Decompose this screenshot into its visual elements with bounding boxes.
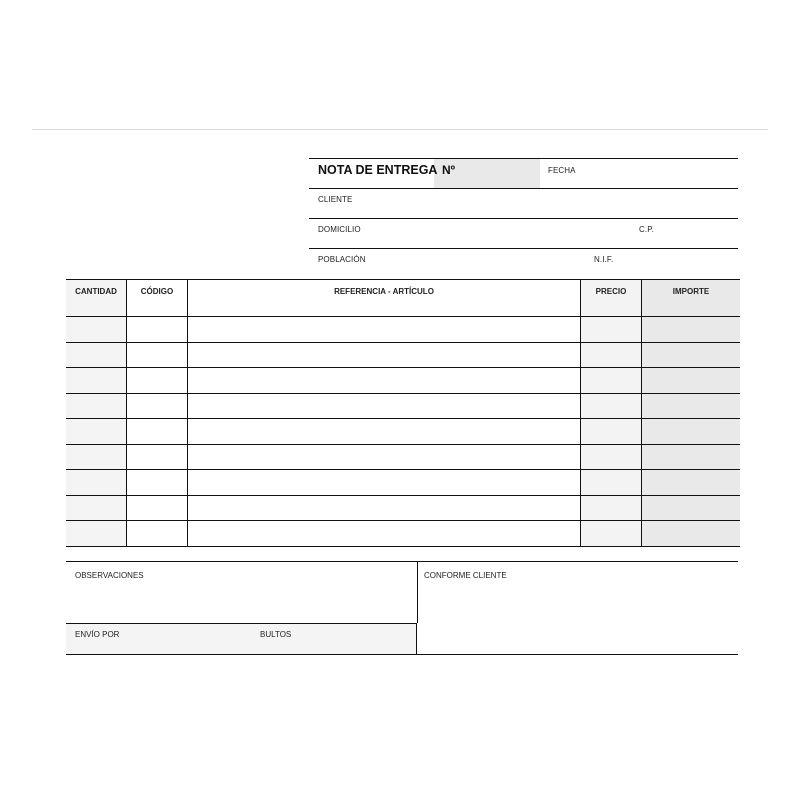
table-header-row [66, 280, 740, 317]
poblacion-label: POBLACIÓN [318, 255, 366, 264]
cell-importe[interactable] [642, 368, 741, 394]
cell-precio[interactable] [581, 368, 642, 394]
cell-importe[interactable] [642, 393, 741, 419]
cell-codigo[interactable] [127, 470, 188, 496]
cell-importe[interactable] [642, 470, 741, 496]
table-row [66, 495, 740, 521]
cell-cantidad[interactable] [66, 521, 127, 547]
cell-referencia[interactable] [188, 444, 581, 470]
cliente-label: CLIENTE [318, 195, 353, 204]
cell-importe[interactable] [642, 419, 741, 445]
form-title: NOTA DE ENTREGA [318, 163, 438, 177]
cell-referencia[interactable] [188, 342, 581, 368]
cell-cantidad[interactable] [66, 393, 127, 419]
cell-importe[interactable] [642, 444, 741, 470]
cell-importe[interactable] [642, 342, 741, 368]
table-row [66, 521, 740, 547]
cell-referencia[interactable] [188, 521, 581, 547]
cell-cantidad[interactable] [66, 495, 127, 521]
cell-importe[interactable] [642, 495, 741, 521]
col-referencia: REFERENCIA - ARTÍCULO [188, 280, 581, 317]
conforme-cliente-label: CONFORME CLIENTE [424, 571, 507, 580]
table-row [66, 470, 740, 496]
table-row [66, 342, 740, 368]
cell-precio[interactable] [581, 393, 642, 419]
cell-cantidad[interactable] [66, 470, 127, 496]
observaciones-field[interactable] [66, 562, 418, 623]
items-table [66, 279, 740, 547]
envio-row [66, 623, 417, 654]
cell-codigo[interactable] [127, 444, 188, 470]
cell-precio[interactable] [581, 342, 642, 368]
cell-precio[interactable] [581, 317, 642, 343]
cell-importe[interactable] [642, 317, 741, 343]
cell-codigo[interactable] [127, 342, 188, 368]
cell-cantidad[interactable] [66, 444, 127, 470]
cell-codigo[interactable] [127, 495, 188, 521]
cell-codigo[interactable] [127, 521, 188, 547]
table-row [66, 444, 740, 470]
number-label: Nº [442, 163, 456, 177]
domicilio-label: DOMICILIO [318, 225, 361, 234]
cell-precio[interactable] [581, 419, 642, 445]
footer-section [66, 561, 738, 655]
cell-precio[interactable] [581, 521, 642, 547]
cell-cantidad[interactable] [66, 342, 127, 368]
page-separator-line [32, 129, 768, 130]
cell-precio[interactable] [581, 444, 642, 470]
cell-referencia[interactable] [188, 419, 581, 445]
nif-label: N.I.F. [594, 255, 614, 264]
col-codigo: CÓDIGO [127, 280, 188, 317]
observaciones-label: OBSERVACIONES [75, 571, 144, 580]
cell-referencia[interactable] [188, 317, 581, 343]
cell-codigo[interactable] [127, 317, 188, 343]
header-rule [309, 188, 738, 189]
cell-importe[interactable] [642, 521, 741, 547]
cell-referencia[interactable] [188, 470, 581, 496]
col-precio: PRECIO [581, 280, 642, 317]
cell-cantidad[interactable] [66, 419, 127, 445]
cell-cantidad[interactable] [66, 368, 127, 394]
cell-precio[interactable] [581, 470, 642, 496]
cell-referencia[interactable] [188, 393, 581, 419]
fecha-label: FECHA [548, 166, 576, 175]
col-cantidad: CANTIDAD [66, 280, 127, 317]
cell-codigo[interactable] [127, 419, 188, 445]
cell-cantidad[interactable] [66, 317, 127, 343]
cell-codigo[interactable] [127, 393, 188, 419]
table-row [66, 368, 740, 394]
table-row [66, 317, 740, 343]
col-importe: IMPORTE [642, 280, 741, 317]
cell-referencia[interactable] [188, 495, 581, 521]
conforme-cliente-field[interactable] [418, 562, 738, 654]
envio-por-label: ENVÍO POR [75, 630, 120, 639]
cell-referencia[interactable] [188, 368, 581, 394]
table-row [66, 393, 740, 419]
header-rule [309, 248, 738, 249]
header-rule [309, 218, 738, 219]
cell-precio[interactable] [581, 495, 642, 521]
cell-codigo[interactable] [127, 368, 188, 394]
cp-label: C.P. [639, 225, 654, 234]
table-row [66, 419, 740, 445]
bultos-label: BULTOS [260, 630, 292, 639]
